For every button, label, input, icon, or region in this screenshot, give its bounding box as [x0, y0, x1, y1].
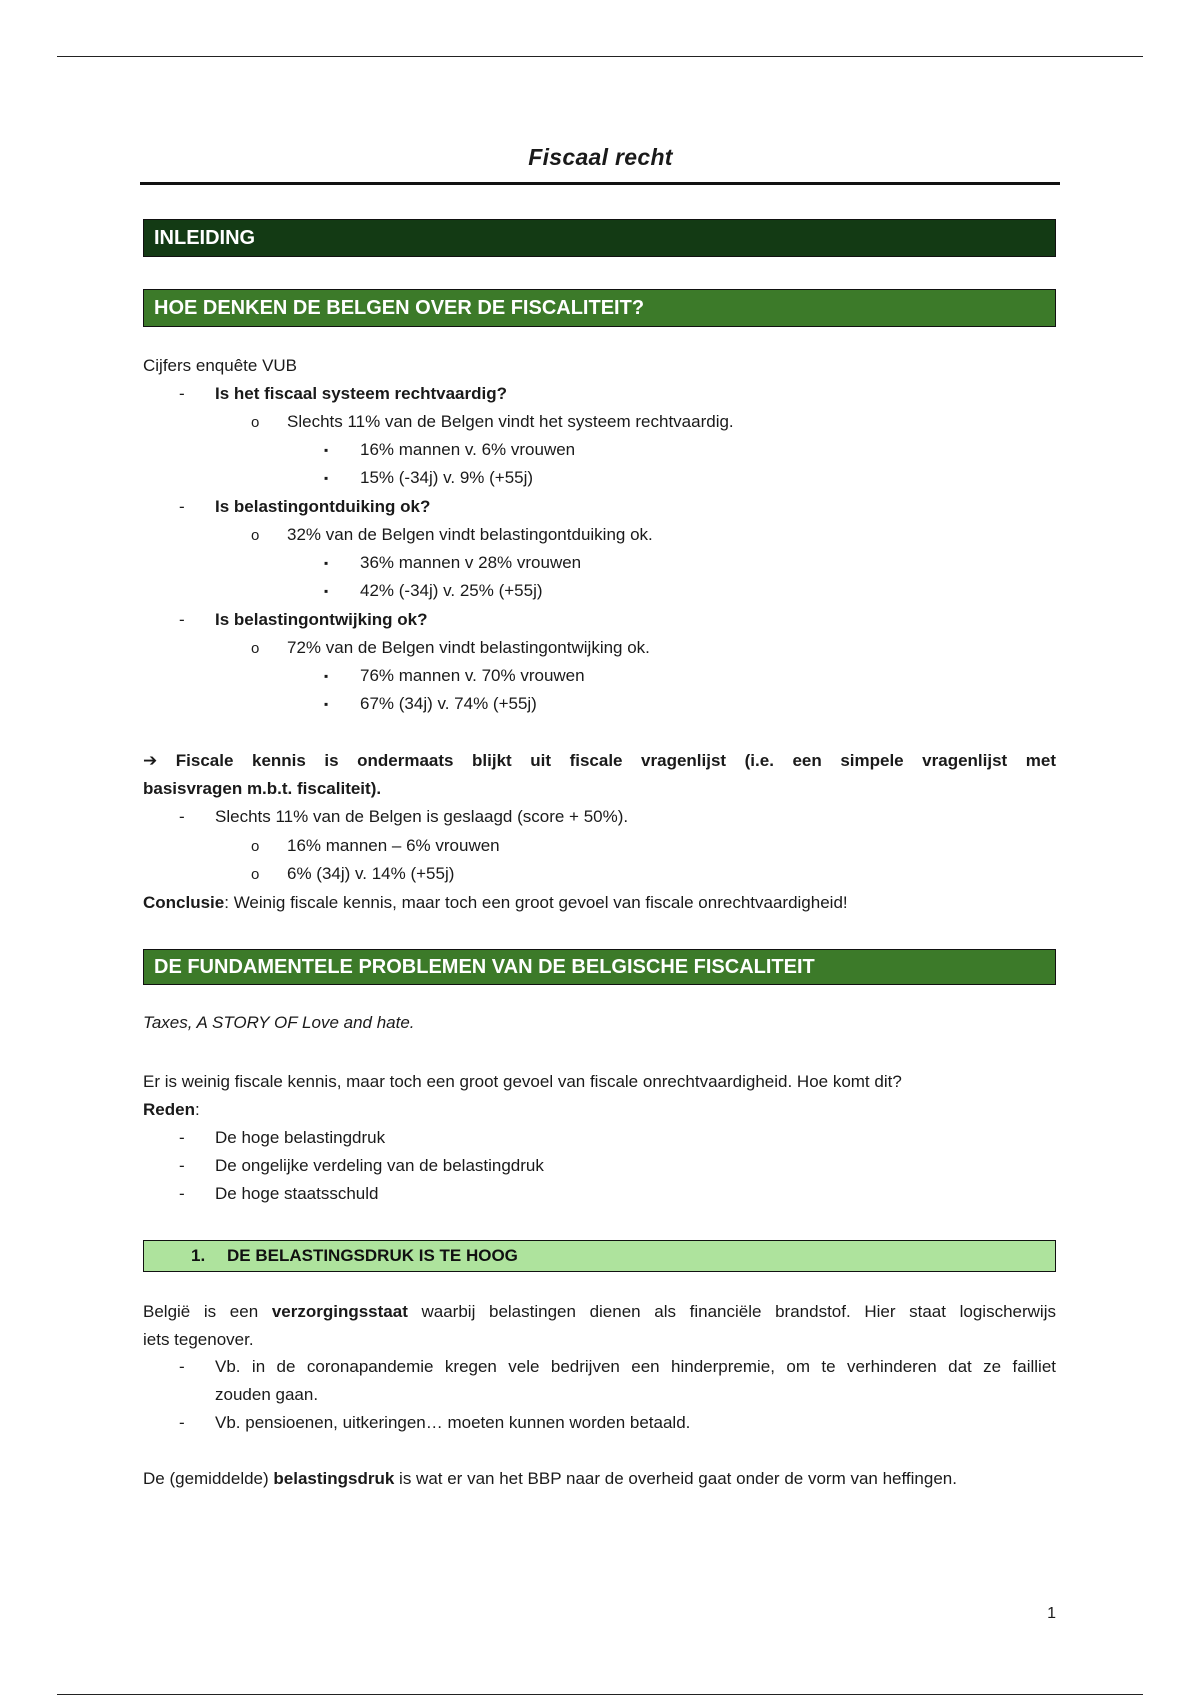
reason-item: De hoge staatsschuld [215, 1184, 379, 1203]
heading-belastingsdruk-text: DE BELASTINGSDRUK IS TE HOOG [227, 1246, 518, 1265]
reden-line [143, 1100, 200, 1120]
druk-p1-post: waarbij belastingen dienen als financiële brandstof. Hier staat logischerwijs [407, 1302, 1056, 1321]
quote-line: Taxes, A STORY OF Love and hate. [143, 1013, 415, 1032]
survey-answer-1-detail-1: 16% mannen v. 6% vrouwen [360, 440, 576, 459]
circle-bullet: o [251, 527, 260, 544]
survey-answer-3: 72% van de Belgen vindt belastingontwijking ok. [287, 638, 650, 657]
druk-p1-line-1 [143, 1298, 1056, 1326]
druk-example-1 [215, 1353, 1056, 1409]
survey-answer-2: 32% van de Belgen vindt belastingontduiking ok. [287, 525, 653, 544]
druk-p1-pre: België is een [143, 1302, 272, 1321]
survey-question-3: Is belastingontwijking ok? [215, 610, 428, 629]
survey-answer-3-detail-1: 76% mannen v. 70% vrouwen [360, 666, 585, 685]
kennis-line-1: ➔ Fiscale kennis is ondermaats blijkt uit fiscale vragenlijst (i.e. een simpele vragenlijst met [143, 751, 1056, 770]
reason-item: De ongelijke verdeling van de belastingdruk [215, 1156, 544, 1175]
kennis-sub-2: 6% (34j) v. 14% (+55j) [287, 864, 455, 883]
druk-example-1-line-2: zouden gaan. [215, 1385, 319, 1404]
druk-example-2: Vb. pensioenen, uitkeringen… moeten kunnen worden betaald. [215, 1413, 691, 1432]
heading-inleiding [143, 219, 1056, 257]
druk-p1-bold: verzorgingsstaat [271, 1302, 408, 1321]
heading-belastingsdruk-number: 1. [191, 1246, 206, 1265]
conclusie-line [143, 893, 848, 913]
druk-p2-bold: belastingsdruk [273, 1469, 395, 1488]
druk-p1-line-2: iets tegenover. [143, 1330, 254, 1349]
druk-example-1-line-1: Vb. in de coronapandemie kregen vele bedrijven een hinderpremie, om te verhinderen dat ze failliet [215, 1357, 1056, 1376]
dash-marker: - [179, 497, 185, 516]
square-bullet: ▪ [324, 584, 329, 598]
dash-marker: - [179, 1184, 185, 1203]
circle-bullet: o [251, 838, 260, 855]
dash-marker: - [179, 610, 185, 629]
page-bottom-rule [57, 1694, 1143, 1695]
heading-problemen [143, 949, 1056, 985]
circle-bullet: o [251, 866, 260, 883]
square-bullet: ▪ [324, 471, 329, 485]
title-underline [140, 182, 1060, 185]
page-top-rule [57, 56, 1143, 57]
dash-marker: - [179, 1128, 185, 1147]
document-title: Fiscaal recht [528, 144, 673, 170]
survey-answer-1: Slechts 11% van de Belgen vindt het systeem rechtvaardig. [287, 412, 734, 431]
kennis-sub-1: 16% mannen – 6% vrouwen [287, 836, 500, 855]
heading-inleiding-text: INLEIDING [154, 226, 256, 249]
reden-colon: : [194, 1100, 200, 1119]
page-number: 1 [1047, 1605, 1056, 1622]
survey-question-2: Is belastingontduiking ok? [215, 497, 431, 516]
survey-intro: Cijfers enquête VUB [143, 356, 298, 375]
druk-p2-pre: De (gemiddelde) [143, 1469, 274, 1488]
druk-paragraph-1 [143, 1298, 1056, 1354]
survey-answer-2-detail-1: 36% mannen v 28% vrouwen [360, 553, 582, 572]
druk-p2-post: is wat er van het BBP naar de overheid gaat onder de vorm van heffingen. [394, 1469, 957, 1488]
circle-bullet: o [251, 414, 260, 431]
reden-label: Reden [143, 1100, 195, 1119]
square-bullet: ▪ [324, 669, 329, 683]
heading-belgen [143, 289, 1056, 327]
conclusie-label: Conclusie [143, 893, 225, 912]
dash-marker: - [179, 1413, 185, 1432]
survey-answer-2-detail-2: 42% (-34j) v. 25% (+55j) [360, 581, 543, 600]
survey-question-1: Is het fiscaal systeem rechtvaardig? [215, 384, 507, 403]
dash-marker: - [179, 384, 185, 403]
survey-answer-1-detail-2: 15% (-34j) v. 9% (+55j) [360, 468, 534, 487]
reason-item: De hoge belastingdruk [215, 1128, 386, 1147]
square-bullet: ▪ [324, 556, 329, 570]
problemen-question: Er is weinig fiscale kennis, maar toch een groot gevoel van fiscale onrechtvaardigheid. Hoe komt dit? [143, 1072, 902, 1091]
heading-belastingsdruk [143, 1240, 1056, 1272]
survey-answer-3-detail-2: 67% (34j) v. 74% (+55j) [360, 694, 537, 713]
dash-marker: - [179, 1156, 185, 1175]
druk-paragraph-2 [143, 1469, 957, 1489]
dash-marker: - [179, 1357, 185, 1376]
dash-marker: - [179, 807, 185, 826]
heading-belgen-text: HOE DENKEN DE BELGEN OVER DE FISCALITEIT? [154, 296, 645, 319]
kennis-line-2: basisvragen m.b.t. fiscaliteit). [143, 779, 382, 798]
circle-bullet: o [251, 640, 260, 657]
square-bullet: ▪ [324, 697, 329, 711]
square-bullet: ▪ [324, 443, 329, 457]
kennis-paragraph [143, 747, 1056, 803]
conclusie-text: : Weinig fiscale kennis, maar toch een groot gevoel van fiscale onrechtvaardigheid! [224, 893, 848, 912]
heading-problemen-text: DE FUNDAMENTELE PROBLEMEN VAN DE BELGISCHE FISCALITEIT [154, 955, 815, 978]
kennis-item: Slechts 11% van de Belgen is geslaagd (score + 50%). [215, 807, 629, 826]
